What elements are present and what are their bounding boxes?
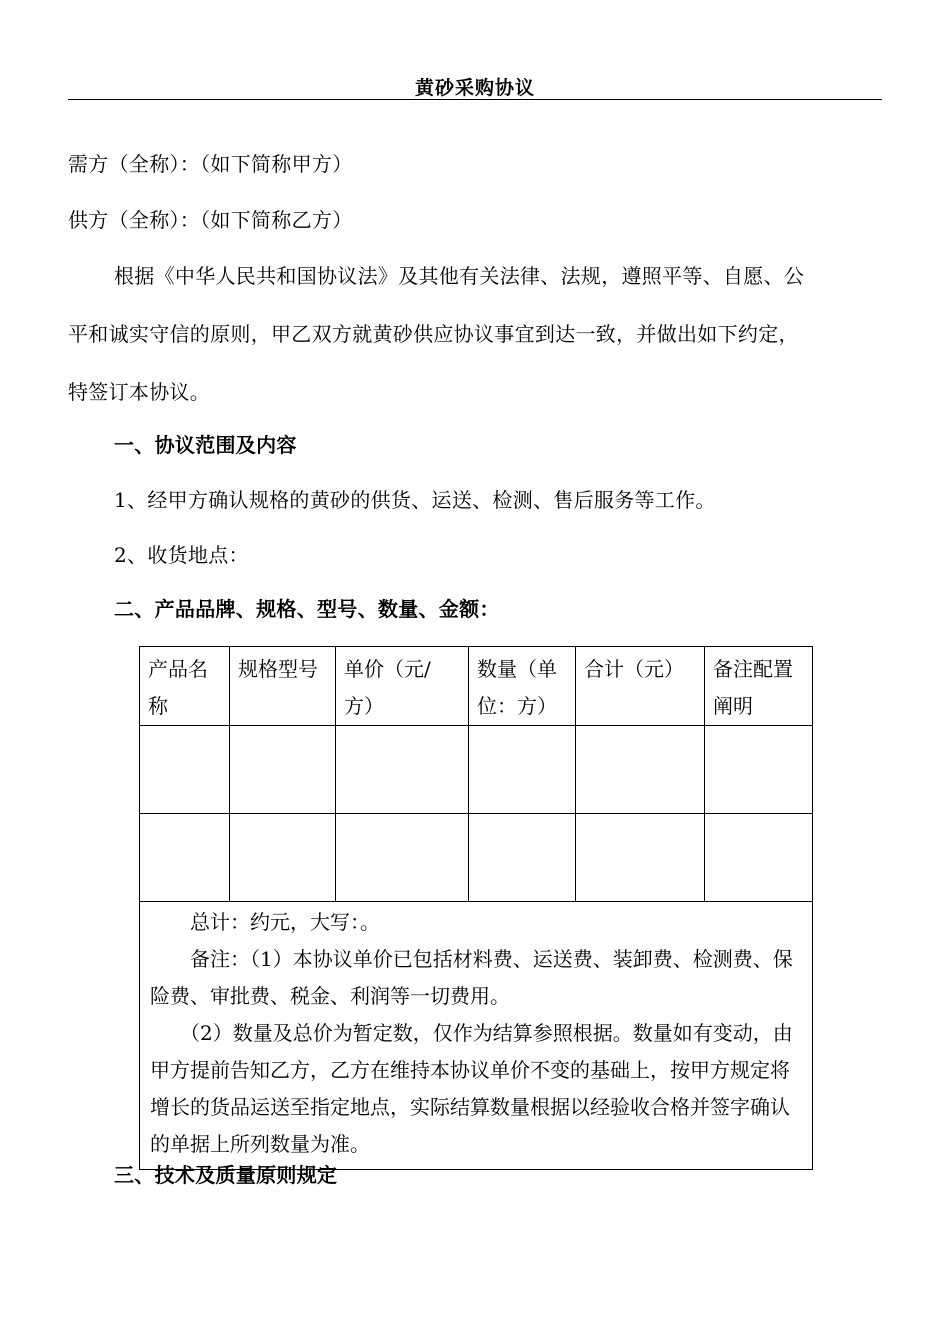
product-table: [139, 646, 813, 1170]
table-notes-cell: [140, 902, 813, 1170]
table-cell: [576, 726, 705, 814]
table-cell: [336, 726, 469, 814]
table-row: [140, 726, 813, 814]
table-cell: [230, 726, 336, 814]
buyer-line: 需方（全称）：（如下简称甲方）: [68, 152, 353, 176]
table-cell: [576, 814, 705, 902]
table-header-cell: 单价（元/方）: [336, 647, 469, 726]
section-3-heading: 三、技术及质量原则规定: [114, 1163, 338, 1187]
preamble-line-3: 特签订本协议。: [68, 380, 211, 404]
section-1-heading: 一、协议范围及内容: [114, 433, 297, 457]
table-cell: [140, 726, 230, 814]
section-1-item-2: 2、收货地点：: [114, 543, 249, 567]
section-2-heading: 二、产品品牌、规格、型号、数量、金额：: [114, 597, 500, 621]
table-total-text: 总计：约元，大写：。: [190, 910, 380, 934]
document-header-title: 黄砂采购协议: [414, 77, 535, 99]
table-header-cell: 备注配置阐明: [705, 647, 813, 726]
table-cell: [230, 814, 336, 902]
table-cell: [140, 814, 230, 902]
table-notes-row: [140, 902, 813, 1170]
section-1-item-1: 1、经甲方确认规格的黄砂的供货、运送、检测、售后服务等工作。: [114, 488, 716, 512]
table-row: [140, 814, 813, 902]
table-header-cell: 规格型号: [230, 647, 336, 726]
table-header-cell: 合计（元）: [576, 647, 705, 726]
table-cell: [469, 814, 576, 902]
preamble-line-2: 平和诚实守信的原则，甲乙双方就黄砂供应协议事宜到达一致，并做出如下约定，: [68, 322, 799, 346]
table-cell: [336, 814, 469, 902]
table-cell: [705, 726, 813, 814]
header-divider: [68, 99, 882, 100]
table-cell: [705, 814, 813, 902]
table-header-row: [140, 647, 813, 726]
seller-line: 供方（全称）：（如下简称乙方）: [68, 208, 353, 232]
table-header-cell: 数量（单位：方）: [469, 647, 576, 726]
table-note-2: （2）数量及总价为暂定数，仅作为结算参照根据。数量如有变动，由甲方提前告知乙方，乙方在维持本协议单价不变的基础上，按甲方规定将增长的货品运送至指定地点，实际结算数量根据以经验收合格并签字确认的单据上所列数量为准。: [150, 1021, 793, 1156]
table-header-cell: 产品名称: [140, 647, 230, 726]
table-note-1: 备注：（1）本协议单价已包括材料费、运送费、装卸费、检测费、保险费、审批费、税金、利润等一切费用。: [150, 947, 793, 1008]
preamble-line-1: 根据《中华人民共和国协议法》及其他有关法律、法规，遵照平等、自愿、公: [114, 264, 805, 288]
table-cell: [469, 726, 576, 814]
